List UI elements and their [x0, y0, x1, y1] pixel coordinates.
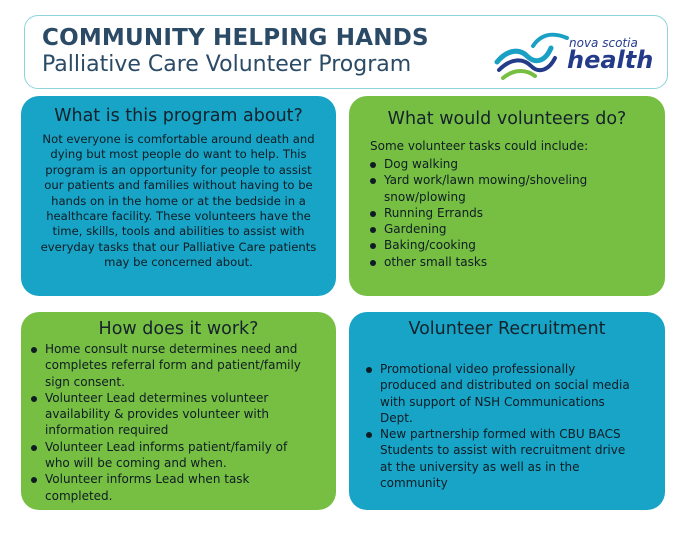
how-card	[21, 312, 336, 510]
how-item-text: Volunteer informs Lead when task	[45, 472, 250, 487]
about-line: hands on in the home or at the bedside in a	[51, 193, 306, 208]
recruitment-item-text: Students to assist with recruitment drive	[380, 443, 626, 458]
program-subtitle: Palliative Care Volunteer Program	[42, 52, 412, 77]
tasks-card	[349, 96, 665, 296]
recruitment-heading: Volunteer Recruitment	[408, 319, 606, 339]
about-line: Not everyone is comfortable around death and	[42, 132, 315, 146]
about-line: time, skills, tools and abilities to assist with	[52, 224, 305, 239]
how-item	[31, 471, 335, 504]
how-item-text: Volunteer Lead informs patient/family of	[45, 439, 288, 454]
bullet-icon	[366, 367, 372, 373]
recruitment-item-text: with support of NSH Communications	[380, 394, 605, 409]
how-item-text: Home consult nurse determines need and	[45, 342, 298, 356]
how-item	[31, 439, 335, 472]
recruitment-item	[366, 361, 664, 426]
tasks-intro: Some volunteer tasks could include:	[370, 139, 589, 153]
about-line: everyday tasks that our Palliative Care patients	[40, 239, 317, 254]
how-item-text: sign consent.	[45, 374, 125, 389]
recruitment-item-text: community	[380, 476, 448, 491]
how-item-text: information required	[45, 423, 169, 438]
how-heading: How does it work?	[98, 319, 259, 339]
task-item	[370, 156, 664, 172]
how-item-text: completes referral form and patient/family	[45, 358, 301, 373]
how-item	[31, 390, 335, 439]
bullet-icon	[370, 260, 376, 266]
task-item-text: Gardening	[384, 222, 447, 237]
about-line: healthcare facility. These volunteers have the	[46, 209, 311, 224]
recruitment-item-text: Promotional video professionally	[380, 362, 576, 376]
program-title: COMMUNITY HELPING HANDS	[42, 25, 429, 51]
bullet-icon	[31, 396, 37, 402]
header-banner	[24, 15, 668, 89]
about-line: dying but most people do want to help. This	[50, 147, 307, 162]
recruitment-item-text: at the university as well as in the	[380, 459, 580, 474]
recruitment-item-text: Dept.	[380, 410, 413, 425]
tasks-list	[370, 156, 664, 270]
how-item-text: availability & provides volunteer with	[45, 407, 270, 422]
task-item-text: Running Errands	[384, 205, 484, 220]
about-paragraph	[22, 132, 335, 271]
bullet-icon	[370, 227, 376, 233]
task-item-text: Yard work/lawn mowing/shoveling	[384, 173, 588, 188]
how-item-text: who will be coming and when.	[45, 456, 227, 471]
recruitment-item-text: New partnership formed with CBU BACS	[380, 427, 621, 442]
task-item-text: Dog walking	[384, 157, 459, 171]
task-item	[370, 237, 664, 253]
about-line: our patients and families without having to be	[44, 178, 313, 193]
task-item-text: other small tasks	[384, 254, 488, 269]
about-heading: What is this program about?	[54, 106, 303, 126]
recruitment-item-text: produced and distributed on social media	[380, 378, 630, 393]
bullet-icon	[31, 445, 37, 451]
tasks-heading: What would volunteers do?	[387, 109, 627, 129]
how-item-text: completed.	[45, 488, 113, 503]
bullet-icon	[370, 243, 376, 249]
how-item	[31, 341, 335, 390]
recruitment-list	[366, 361, 664, 491]
task-item-text: Baking/cooking	[384, 238, 476, 253]
recruitment-item	[366, 426, 664, 491]
nova-scotia-health-logo	[493, 26, 663, 82]
task-item	[370, 205, 664, 221]
logo-health-text: health	[567, 46, 654, 74]
bullet-icon	[370, 178, 376, 184]
task-item	[370, 172, 664, 205]
wave-logo-icon	[493, 26, 573, 82]
about-line: program is an opportunity for people to assist	[45, 162, 312, 177]
bullet-icon	[370, 162, 376, 168]
task-item	[370, 254, 664, 270]
recruitment-card	[349, 312, 665, 510]
task-item-text: snow/plowing	[384, 189, 466, 204]
bullet-icon	[366, 432, 372, 438]
bullet-icon	[31, 347, 37, 353]
bullet-icon	[370, 211, 376, 217]
bullet-icon	[31, 477, 37, 483]
about-line: may be concerned about.	[104, 255, 253, 270]
logo-nova-scotia-text: nova scotia	[569, 36, 638, 50]
how-item-text: Volunteer Lead determines volunteer	[45, 390, 269, 405]
task-item	[370, 221, 664, 237]
about-card	[21, 96, 336, 296]
how-list	[31, 341, 335, 504]
